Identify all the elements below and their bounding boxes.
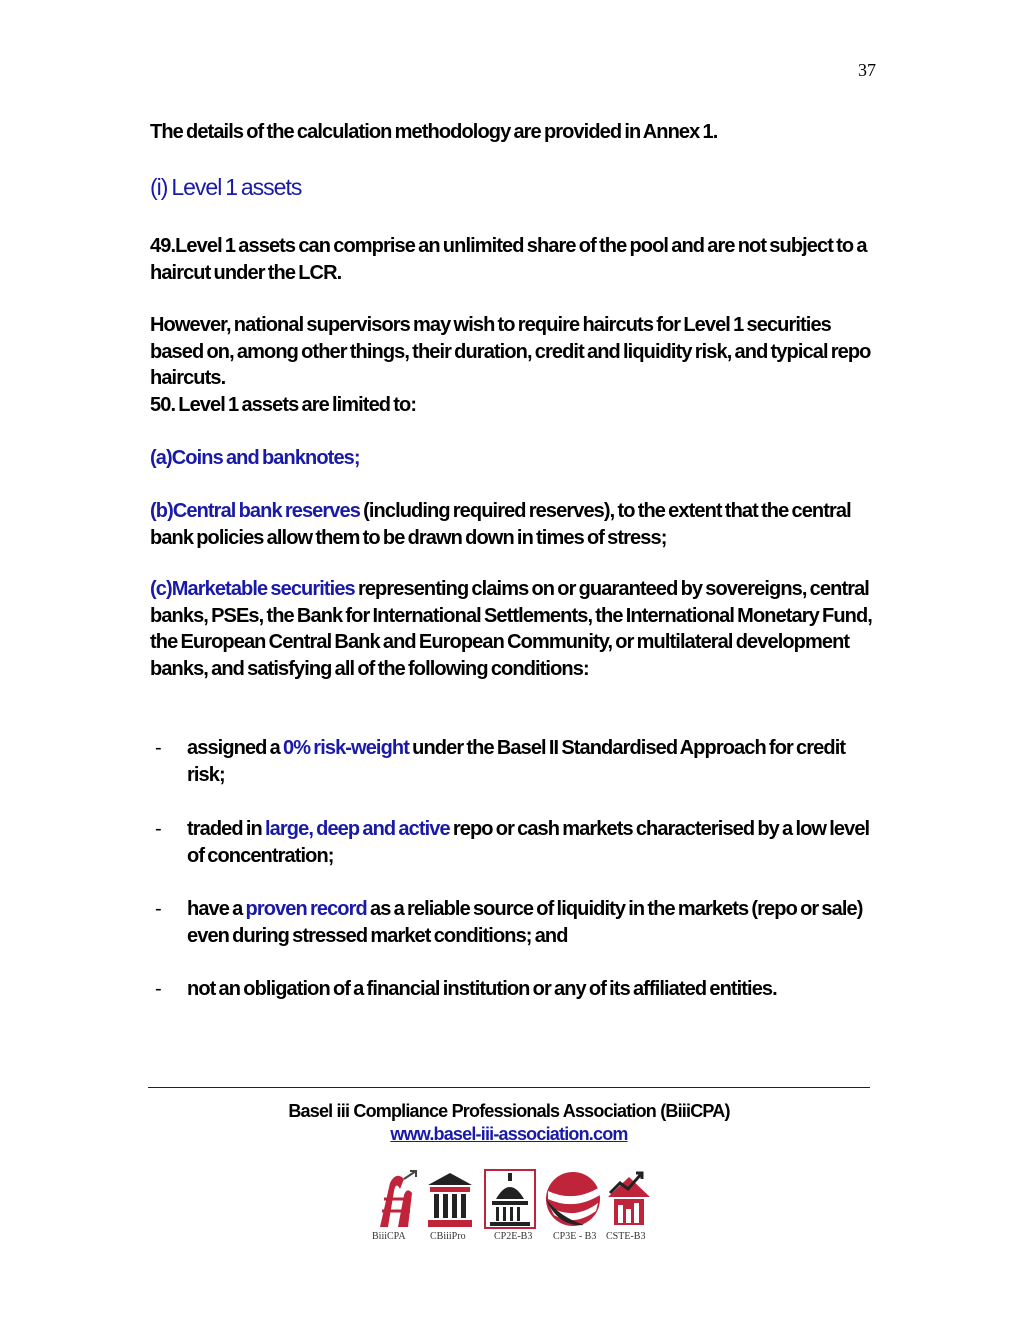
bullet-post: repo or cash markets characterised by a low level of concentration; <box>187 818 870 867</box>
logo-label: BiiiCPA <box>372 1231 406 1242</box>
item-c <box>150 576 880 682</box>
bullet-post: as a reliable source of liquidity in the markets (repo or sale) even during stressed market conditions; and <box>187 898 863 947</box>
bullet-pre: not an obligation of a financial institution or any of its affiliated entities. <box>187 978 777 1000</box>
logo-label: CSTE-B3 <box>606 1231 646 1242</box>
bullet-highlight: large, deep and active <box>265 818 450 840</box>
bullet-highlight: 0% risk-weight <box>283 737 409 759</box>
item-b-text: (including required reserves), to the extent that the central bank policies allow them to be drawn down in times of stress; <box>150 500 851 549</box>
bullet-dash: - <box>155 978 161 1000</box>
footer-divider <box>148 1087 870 1088</box>
bullet-post: under the Basel II Standardised Approach for credit risk; <box>187 737 846 786</box>
arch-logo-icon <box>374 1169 418 1229</box>
page-number: 37 <box>858 60 876 80</box>
item-c-text: representing claims on or guaranteed by sovereigns, central banks, PSEs, the Bank for International Settlements, the International Monetary Fund, the European Central Bank and European Community, or multilateral development banks, and satisfying all of the following conditions: <box>150 578 872 680</box>
footer-association: Basel iii Compliance Professionals Association (BiiiCPA) <box>288 1101 730 1121</box>
bullet-dash: - <box>155 898 161 920</box>
house-chart-icon <box>606 1169 652 1229</box>
capitol-dome-icon <box>484 1169 536 1229</box>
website-link[interactable]: www.basel-iii-association.com <box>390 1124 628 1144</box>
paragraph-49: 49.Level 1 assets can comprise an unlimited share of the pool and are not subject to a haircut under the LCR. <box>150 235 867 284</box>
paragraph-50: 50. Level 1 assets are limited to: <box>150 394 417 416</box>
section-heading: (i) Level 1 assets <box>150 174 302 200</box>
bullet-dash: - <box>155 818 161 840</box>
intro-paragraph: The details of the calculation methodology are provided in Annex 1. <box>150 121 718 143</box>
bullet-pre: assigned a <box>187 737 284 759</box>
paragraph-however: However, national supervisors may wish to require haircuts for Level 1 securities based on, among other things, their duration, credit and liquidity risk, and typical repo haircuts. <box>150 314 871 389</box>
bullet-highlight: proven record <box>245 898 367 920</box>
bank-building-icon <box>426 1171 474 1229</box>
globe-swoosh-icon <box>544 1169 602 1229</box>
logo-strip <box>362 1165 662 1251</box>
footer-website-row <box>148 1124 870 1145</box>
logo-label: CP3E - B3 <box>553 1231 597 1242</box>
item-b <box>150 498 880 551</box>
item-b-highlight: (b)Central bank reserves <box>150 500 360 522</box>
bullet-text <box>187 816 877 869</box>
bullet-pre: have a <box>187 898 246 920</box>
bullet-text <box>187 735 877 788</box>
bullet-text <box>187 976 877 1003</box>
item-c-highlight: (c)Marketable securities <box>150 578 355 600</box>
bullet-text <box>187 896 877 949</box>
item-a: (a)Coins and banknotes; <box>150 447 360 469</box>
bullet-dash: - <box>155 737 161 759</box>
bullet-pre: traded in <box>187 818 266 840</box>
logo-label: CP2E-B3 <box>494 1231 533 1242</box>
logo-label: CBiiiPro <box>430 1231 466 1242</box>
